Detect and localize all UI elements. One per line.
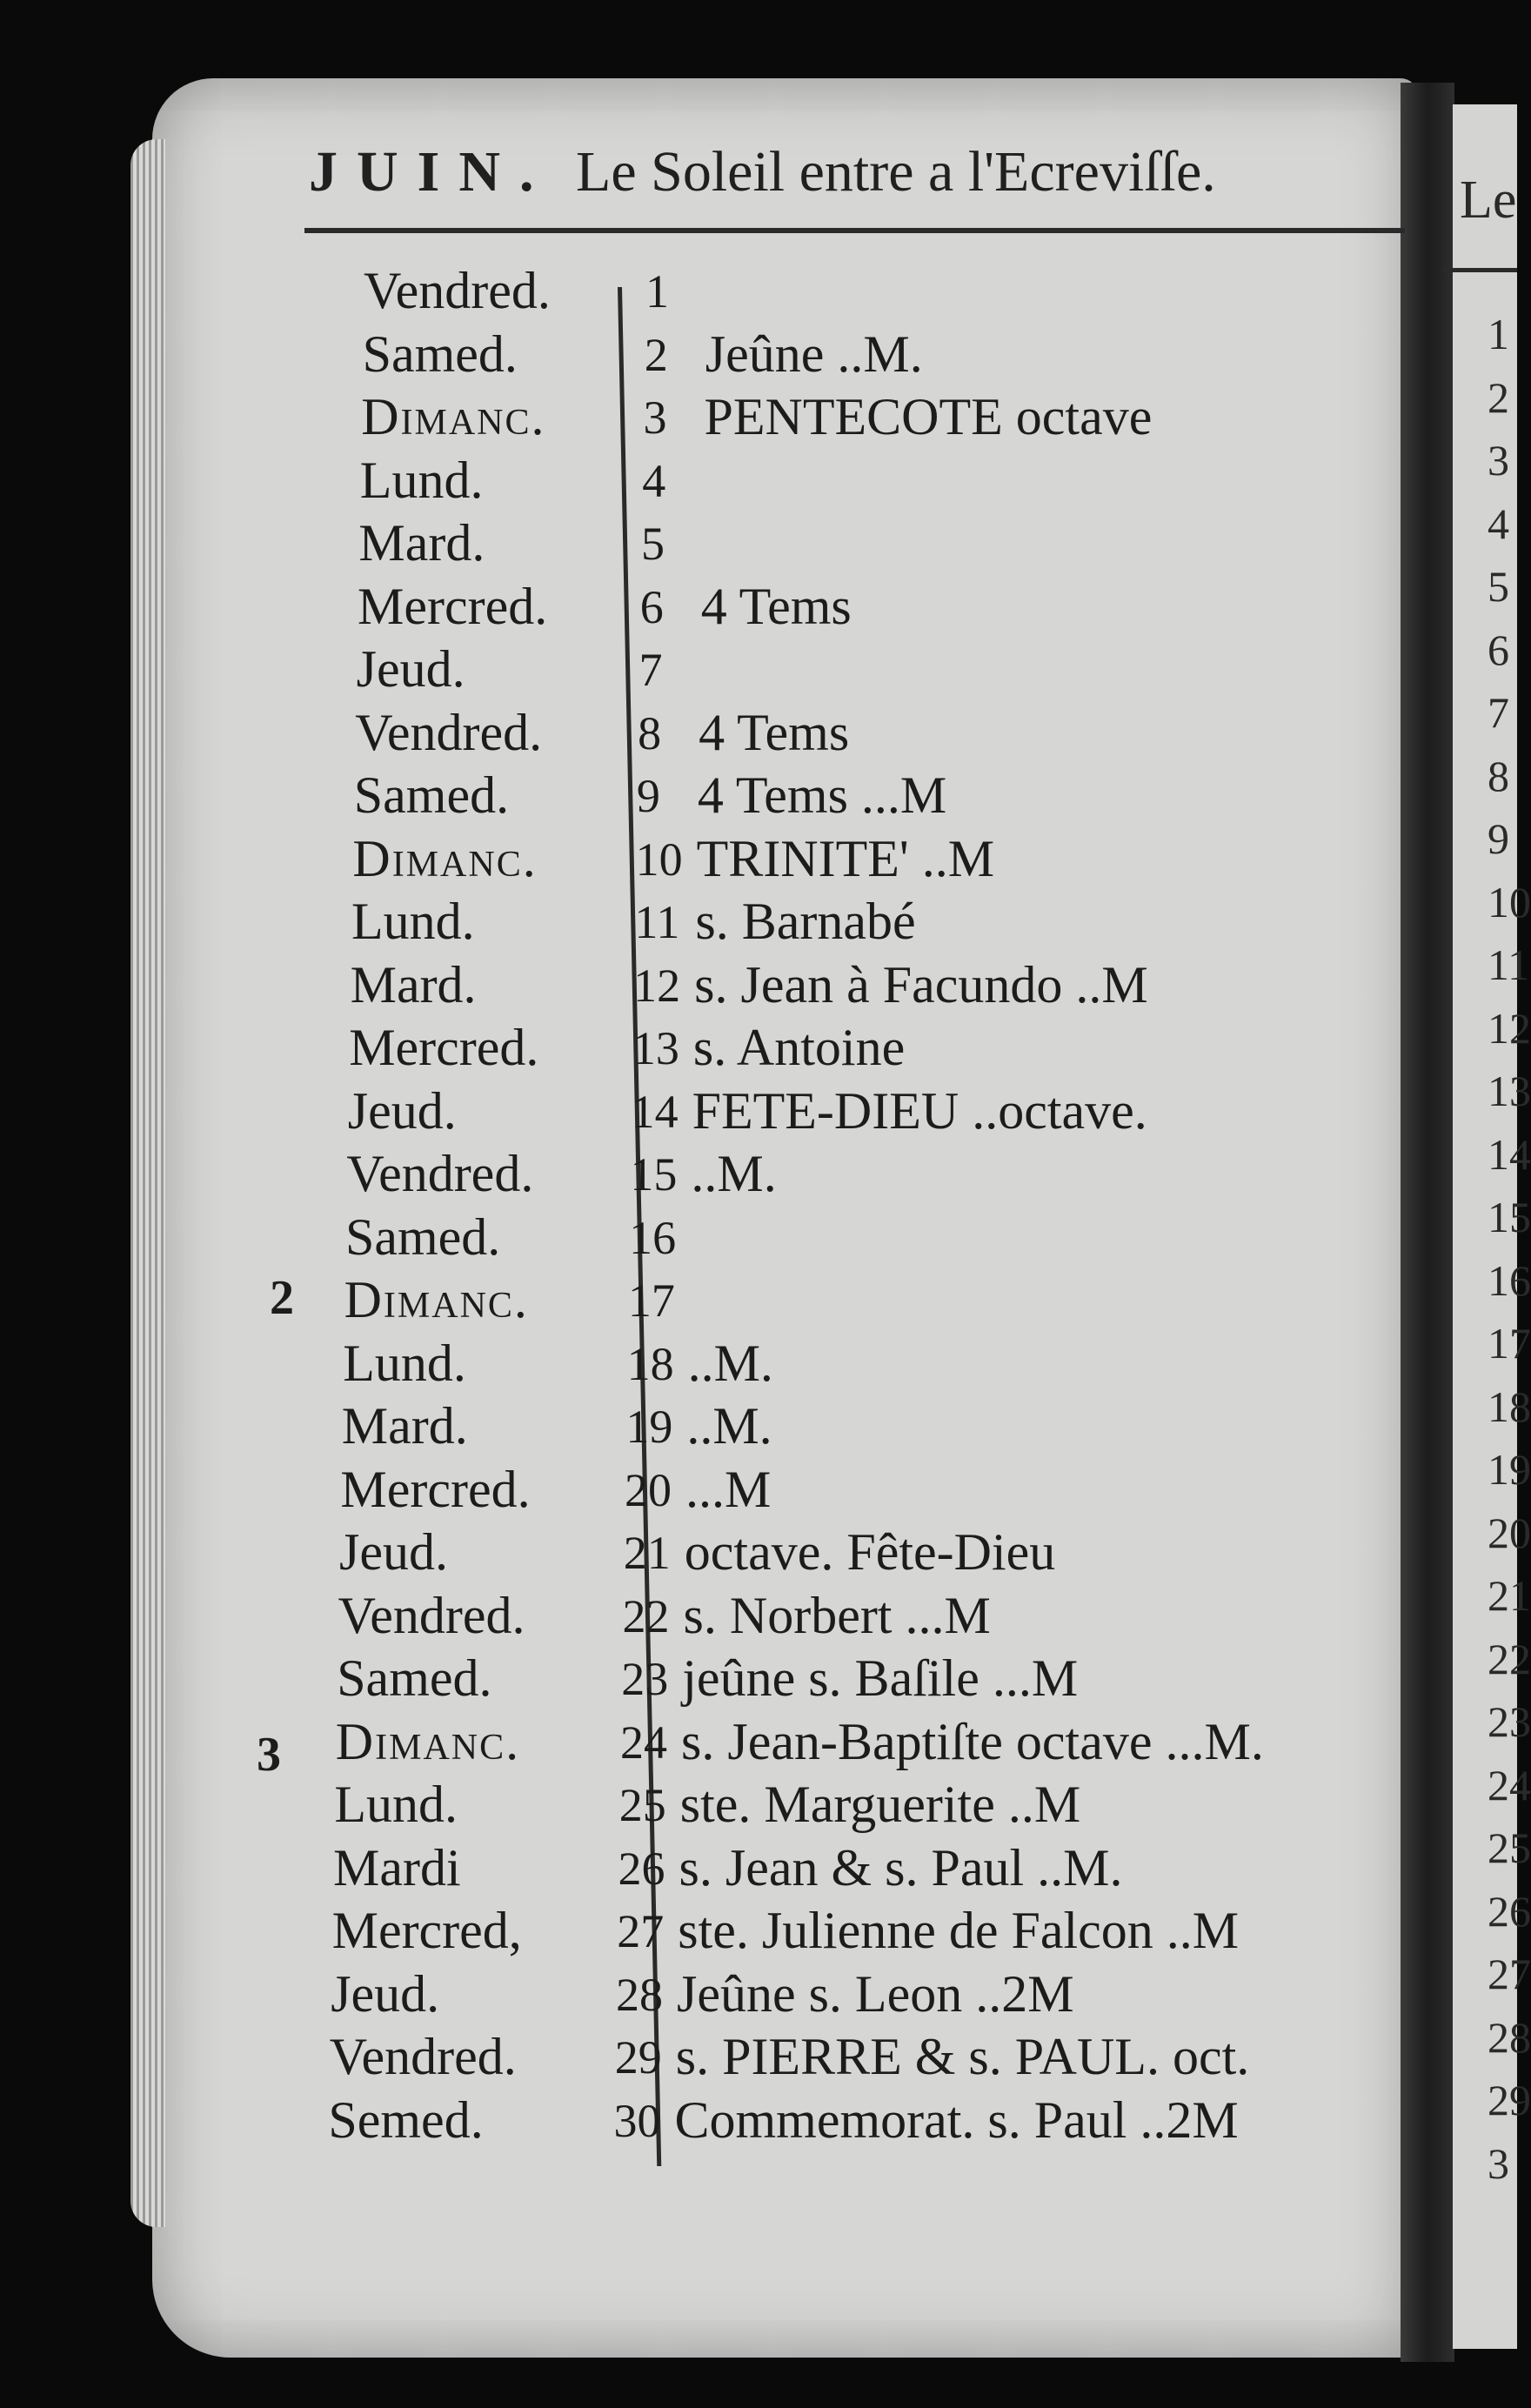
calendar-row <box>0 1460 1392 1522</box>
day-name: Samed. <box>337 1649 492 1707</box>
next-page-number: 26 <box>1488 1886 1531 1936</box>
calendar-row <box>0 1775 1392 1837</box>
day-note: Commemorat. s. Paul ..2M <box>674 2090 1239 2149</box>
day-name: Mardi <box>333 1838 461 1896</box>
calendar-row <box>0 955 1392 1018</box>
next-page-number: 5 <box>1488 562 1509 611</box>
day-note: s. PIERRE & s. PAUL. oct. <box>675 2028 1250 2085</box>
day-number: 21 <box>623 1527 671 1579</box>
day-note: ..M. <box>686 1397 772 1455</box>
next-page-number: 24 <box>1488 1760 1531 1809</box>
day-note: ...M <box>685 1460 772 1518</box>
day-name: Samed. <box>353 766 510 824</box>
next-page-number: 28 <box>1488 2012 1531 2062</box>
next-page-number: 11 <box>1488 940 1530 989</box>
day-name: Jeud. <box>331 1964 440 2023</box>
day-name: Lund. <box>343 1334 466 1392</box>
day-name: Lund. <box>359 451 484 509</box>
month-title: JUIN. <box>309 140 553 204</box>
next-page-number: 23 <box>1488 1697 1531 1746</box>
calendar-row <box>0 1964 1392 2027</box>
next-page-number: 3 <box>1488 2138 1509 2188</box>
day-name: Mercred. <box>349 1019 539 1076</box>
day-note: s. Jean & s. Paul ..M. <box>679 1838 1123 1896</box>
day-name: Samed. <box>345 1207 501 1266</box>
day-name: Dimanc. <box>361 388 546 445</box>
day-number: 30 <box>613 2094 661 2147</box>
day-name: Dimanc. <box>335 1712 521 1770</box>
day-name: Jeud. <box>356 640 465 698</box>
day-number: 14 <box>631 1085 679 1138</box>
day-note: ste. Julienne de Falcon ..M <box>678 1902 1240 1959</box>
day-number: 18 <box>626 1337 674 1390</box>
day-note: ..M. <box>687 1334 773 1392</box>
next-page-number: 10 <box>1488 877 1531 926</box>
day-number: 17 <box>627 1274 675 1327</box>
day-name: Lund. <box>334 1776 458 1833</box>
day-number: 10 <box>635 833 683 886</box>
calendar-row <box>0 261 1392 324</box>
day-name: Mard. <box>350 955 477 1013</box>
next-page-number: 13 <box>1488 1067 1531 1115</box>
day-number: 1 <box>645 265 669 318</box>
day-name: Mercred. <box>358 577 548 635</box>
calendar-row <box>0 513 1392 576</box>
day-note: FETE-DIEU ..octave. <box>692 1081 1147 1140</box>
next-page-number: 4 <box>1488 498 1509 548</box>
next-page-number: 3 <box>1488 436 1509 485</box>
day-name: Dimanc. <box>344 1271 529 1328</box>
day-name: Semed. <box>328 2090 484 2149</box>
day-name: Jeud. <box>347 1081 457 1140</box>
next-page-number: 8 <box>1488 751 1509 800</box>
day-number: 23 <box>621 1653 669 1705</box>
day-number: 3 <box>643 391 667 444</box>
day-number: 15 <box>630 1148 678 1201</box>
next-page-number: 1 <box>1488 310 1509 358</box>
day-number: 2 <box>644 328 668 381</box>
day-number: 19 <box>625 1401 673 1453</box>
next-page-number: 22 <box>1488 1634 1531 1683</box>
day-note: jeûne s. Baſile ...M <box>682 1649 1079 1707</box>
day-number: 5 <box>640 518 665 570</box>
day-name: Mercred. <box>340 1460 531 1518</box>
header-rule <box>304 228 1405 233</box>
day-number: 27 <box>617 1905 665 1957</box>
calendar-row <box>0 1522 1392 1585</box>
day-name: Samed. <box>362 324 518 383</box>
day-note: TRINITE' ..M <box>696 829 995 887</box>
day-name: Vendred. <box>355 703 543 761</box>
day-note: s. Norbert ...M <box>683 1586 991 1644</box>
day-note: PENTECOTE octave <box>704 388 1153 445</box>
book-gutter <box>1401 83 1454 2362</box>
next-page-number: 9 <box>1488 814 1509 863</box>
day-number: 6 <box>639 580 664 633</box>
calendar-row <box>0 1649 1392 1711</box>
week-marker: 3 <box>257 1728 281 1782</box>
day-number: 29 <box>614 2031 662 2084</box>
day-name: Vendred. <box>338 1586 525 1644</box>
calendar-row <box>0 1018 1392 1080</box>
day-number: 20 <box>625 1463 672 1516</box>
day-note: 4 Tems <box>700 577 852 635</box>
next-page-rule <box>1444 268 1517 272</box>
day-number: 9 <box>636 770 660 822</box>
next-page-title: Le <box>1460 171 1517 230</box>
day-note: Jeûne s. Leon ..2M <box>676 1964 1074 2023</box>
week-marker: 2 <box>270 1271 294 1325</box>
next-page-number: 16 <box>1488 1255 1531 1305</box>
next-page-number: 21 <box>1488 1571 1531 1620</box>
day-number: 12 <box>633 959 681 1012</box>
day-number: 28 <box>615 1968 663 2021</box>
page-header <box>309 139 1405 235</box>
calendar-row <box>0 387 1392 450</box>
day-note: s. Antoine <box>692 1019 906 1076</box>
day-note: octave. Fête-Dieu <box>684 1523 1056 1581</box>
day-name: Mercred, <box>331 1902 522 1959</box>
day-note: ..M. <box>691 1145 777 1202</box>
next-page-number: 19 <box>1488 1445 1531 1494</box>
day-number: 25 <box>618 1779 666 1831</box>
day-number: 16 <box>629 1211 677 1264</box>
calendar-row <box>0 766 1392 828</box>
next-page-number: 15 <box>1488 1193 1531 1241</box>
day-number: 4 <box>642 454 666 507</box>
day-note: ste. Marguerite ..M <box>679 1776 1081 1833</box>
header-subtitle: Le Soleil entre a l'Ecreviſſe. <box>576 140 1216 204</box>
calendar-row <box>0 829 1392 892</box>
calendar-row <box>0 451 1392 513</box>
day-note: s. Jean-Baptiſte octave ...M. <box>681 1712 1264 1770</box>
day-number: 7 <box>638 644 663 696</box>
calendar-row <box>0 1712 1392 1775</box>
next-page-number: 12 <box>1488 1003 1531 1053</box>
next-page-number: 25 <box>1488 1823 1531 1872</box>
calendar-row <box>0 1334 1392 1396</box>
next-page-number: 27 <box>1488 1950 1531 1998</box>
next-page-number: 2 <box>1488 372 1509 422</box>
day-number: 11 <box>634 896 680 948</box>
calendar-row <box>0 2027 1392 2090</box>
calendar-row <box>0 324 1392 387</box>
calendar-row <box>0 639 1392 702</box>
next-page-number: 7 <box>1488 688 1509 737</box>
next-page-number: 29 <box>1488 2076 1531 2124</box>
day-number: 22 <box>622 1589 670 1642</box>
day-number: 8 <box>638 706 662 759</box>
calendar-row <box>0 892 1392 954</box>
day-number: 24 <box>620 1716 668 1769</box>
next-page-number: 14 <box>1488 1129 1531 1179</box>
day-number: 13 <box>632 1022 679 1074</box>
day-name: Mard. <box>341 1397 468 1455</box>
day-note: Jeûne ..M. <box>705 324 923 383</box>
day-name: Vendred. <box>364 262 551 319</box>
calendar-row <box>0 1270 1392 1333</box>
calendar-row <box>0 1207 1392 1270</box>
calendar-row <box>0 703 1392 766</box>
day-name: Lund. <box>351 893 475 950</box>
calendar-row <box>0 1396 1392 1459</box>
next-page-number: 18 <box>1488 1381 1531 1431</box>
day-name: Vendred. <box>346 1145 534 1202</box>
day-note: s. Barnabé <box>695 893 916 950</box>
day-name: Dimanc. <box>352 829 538 887</box>
next-page-number: 20 <box>1488 1508 1531 1557</box>
calendar-row <box>0 1901 1392 1963</box>
calendar-row <box>0 2090 1392 2153</box>
calendar-row <box>0 577 1392 639</box>
calendar-row <box>0 1838 1392 1901</box>
calendar-row <box>0 1586 1392 1649</box>
day-name: Vendred. <box>329 2028 517 2085</box>
next-page-number: 17 <box>1488 1319 1531 1368</box>
day-note: 4 Tems <box>699 703 850 761</box>
day-name: Mard. <box>358 514 485 572</box>
next-page-number: 6 <box>1488 625 1509 674</box>
day-number: 26 <box>618 1842 665 1895</box>
day-note: 4 Tems ...M <box>697 766 947 824</box>
calendar-row <box>0 1144 1392 1207</box>
day-note: s. Jean à Facundo ..M <box>694 955 1148 1013</box>
calendar-row <box>0 1081 1392 1144</box>
day-name: Jeud. <box>339 1523 448 1581</box>
